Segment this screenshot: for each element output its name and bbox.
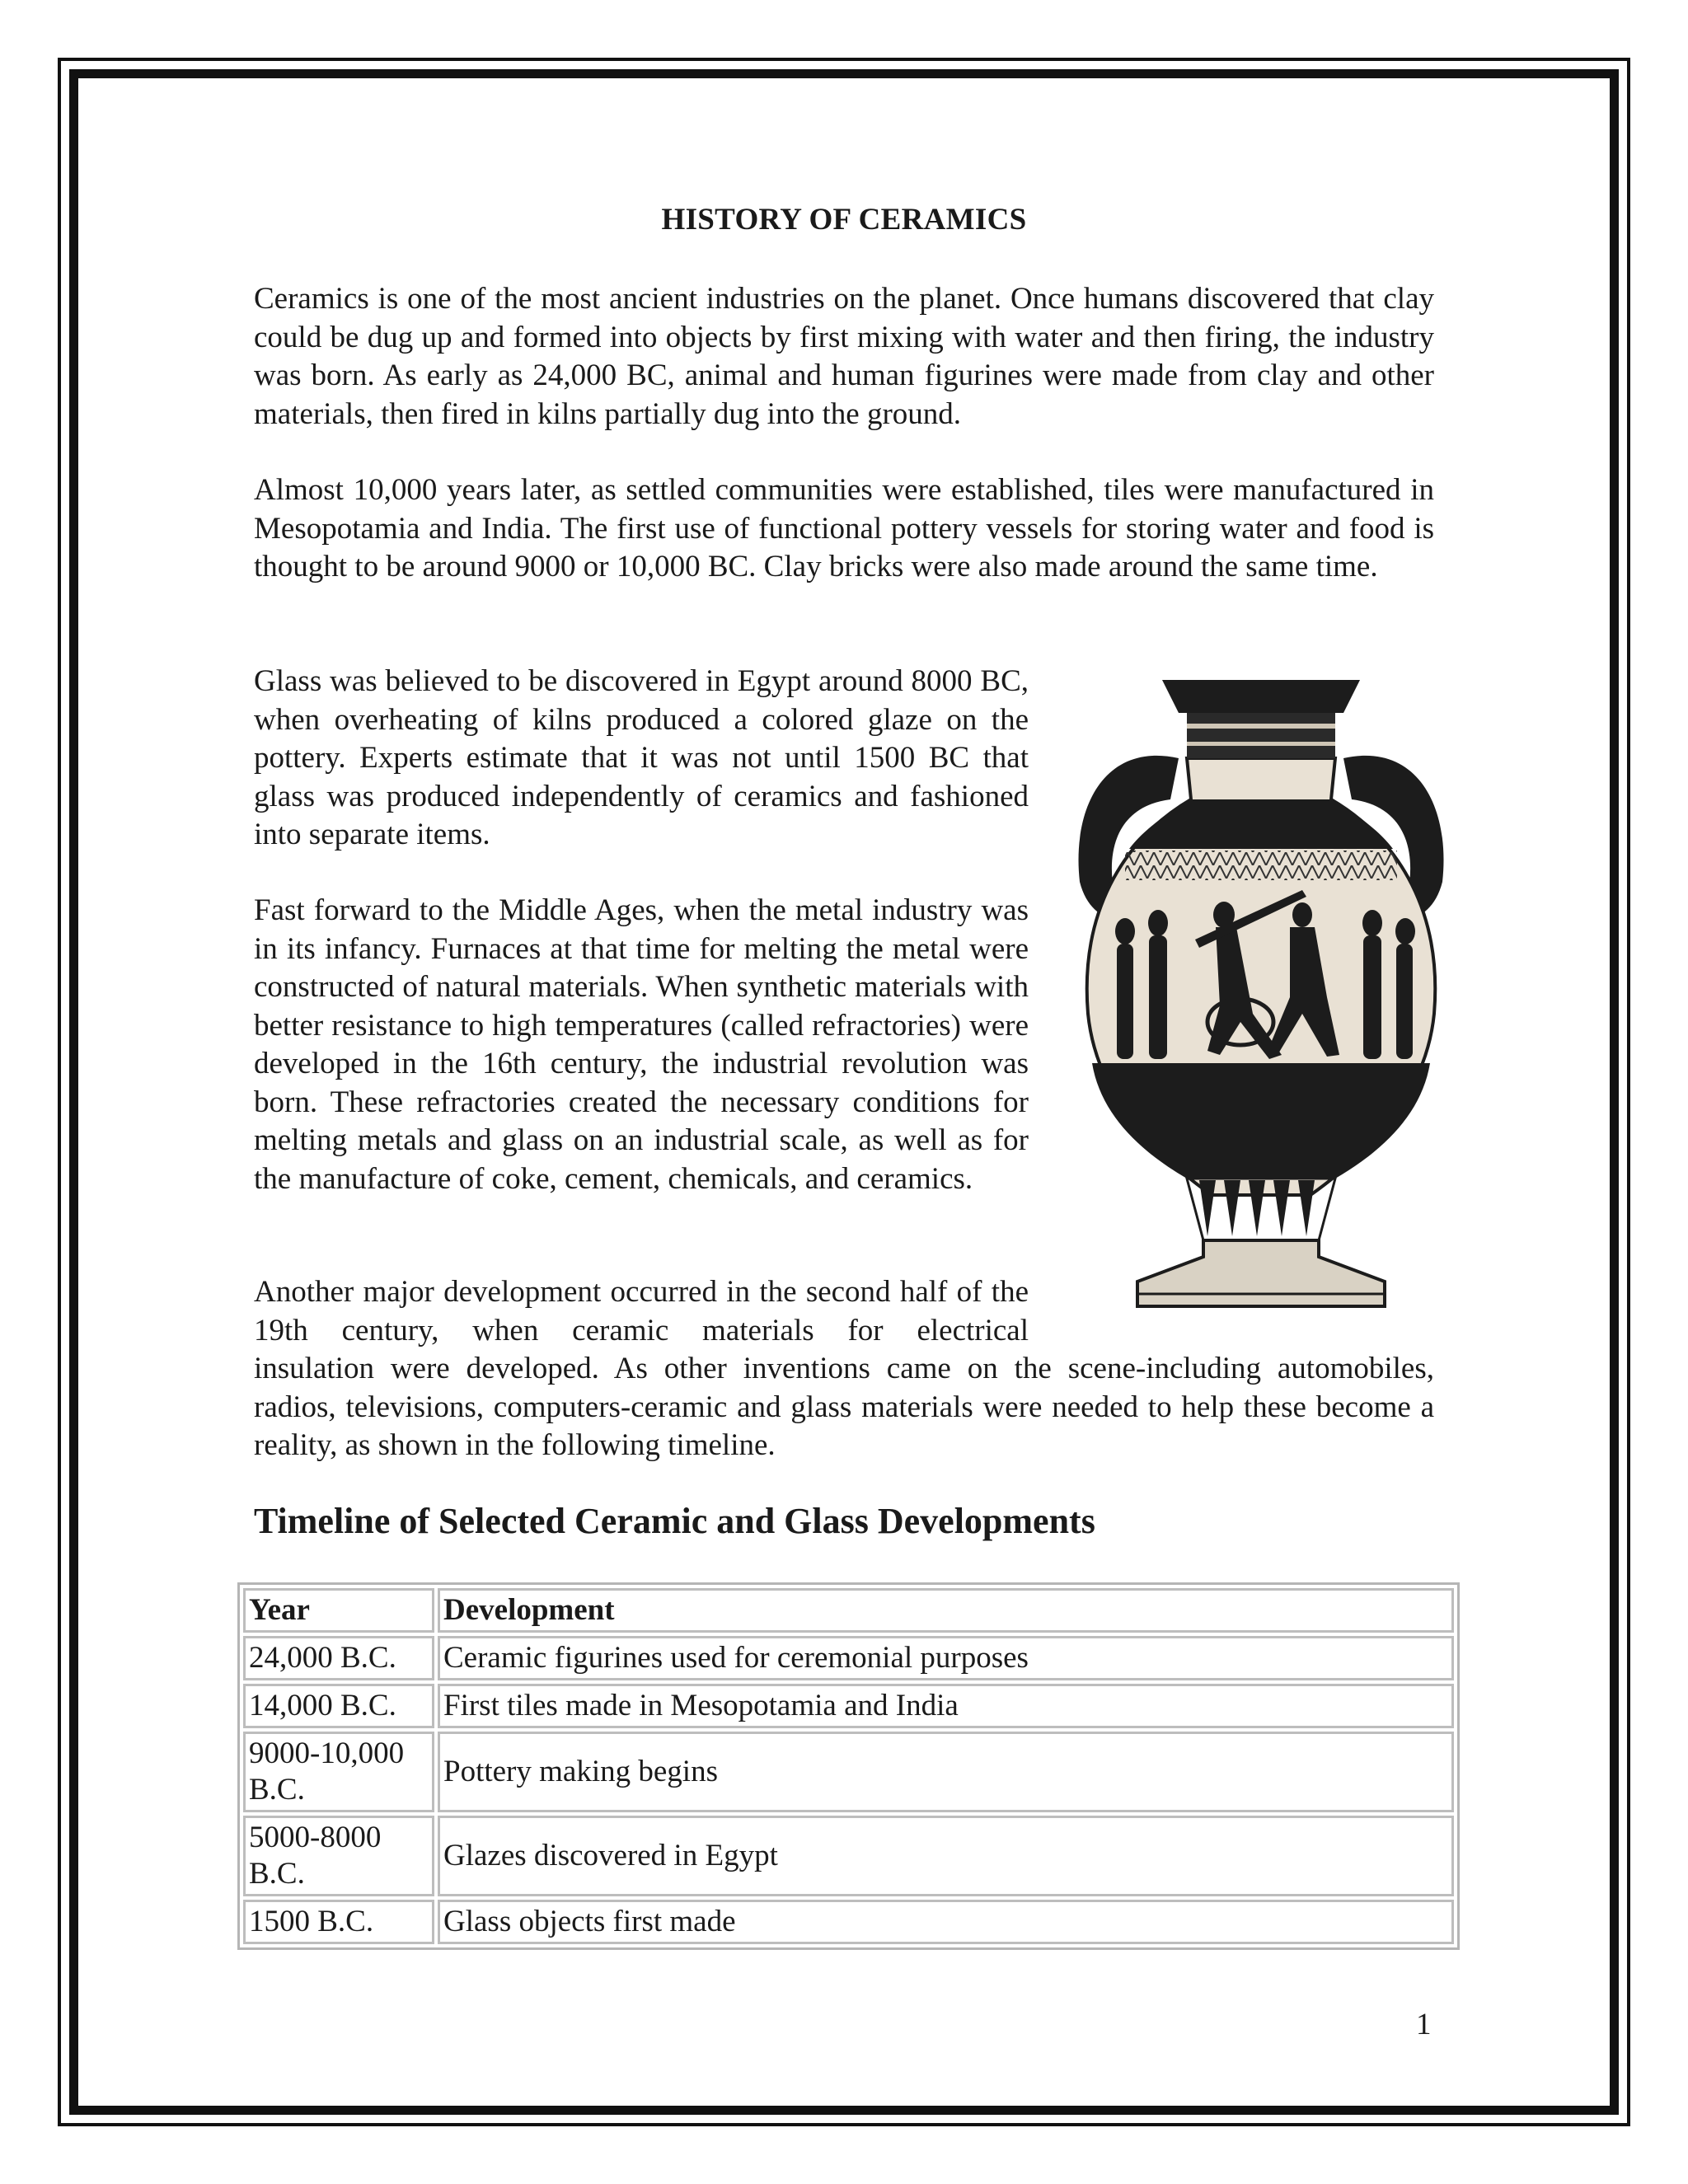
cell-development: Glazes discovered in Egypt: [438, 1816, 1454, 1896]
cell-year: 9000-10,000 B.C.: [243, 1732, 434, 1812]
header-year: Year: [243, 1588, 434, 1633]
paragraph-2: Almost 10,000 years later, as settled communities were established, tiles were manufactured in Mesopotamia and India. The first use of functional pottery vessels for storing water and food is thought to be around 9000 or 10,000 BC. Clay bricks were also made around the same time.: [254, 473, 1434, 583]
page-number: 1: [1416, 2008, 1432, 2041]
page-title: HISTORY OF CERAMICS: [661, 203, 1027, 237]
table-row: [243, 1816, 1454, 1896]
cell-year: 14,000 B.C.: [243, 1684, 434, 1728]
table-row: [243, 1636, 1454, 1680]
timeline-heading: Timeline of Selected Ceramic and Glass Developments: [254, 1501, 1095, 1541]
paragraph-5-end: insulation were developed. As other inventions came on the scene-including automobiles, radios, televisions, computers-ceramic and glass materials were needed to help these become a reality, as shown in the following timeline.: [254, 1352, 1434, 1462]
cell-year: 5000-8000 B.C.: [243, 1816, 434, 1896]
paragraph-4: Fast forward to the Middle Ages, when the metal industry was in its infancy. Furnaces at that time for melting the metal were constructed of natural materials. When synthetic materials with better resistance to high temperatures (called refractories) were developed in the 16th century, the industrial revolution was born. These refractories created the necessary conditions for melting metals and glass on an industrial scale, as well as for the manufacture of coke, cement, chemicals, and ceramics.: [254, 893, 1029, 1196]
table-row: [243, 1684, 1454, 1728]
amphora-illustration: [1055, 668, 1467, 1319]
paragraph-3: Glass was believed to be discovered in Egypt around 8000 BC, when overheating of kilns produced a colored glaze on the pottery. Experts estimate that it was not until 1500 BC that glass was produced independently of ceramics and fashioned into separate items.: [254, 664, 1029, 851]
header-development: Development: [438, 1588, 1454, 1633]
table-header-row: [243, 1588, 1454, 1633]
cell-development: Glass objects first made: [438, 1900, 1454, 1944]
cell-year: 24,000 B.C.: [243, 1636, 434, 1680]
timeline-table: [237, 1582, 1460, 1950]
cell-year: 1500 B.C.: [243, 1900, 434, 1944]
cell-development: Ceramic figurines used for ceremonial purposes: [438, 1636, 1454, 1680]
paragraph-5-start: Another major development occurred in the second half of the 19th century, when ceramic materials for electrical: [254, 1275, 1029, 1347]
cell-development: First tiles made in Mesopotamia and India: [438, 1684, 1454, 1728]
paragraph-1: Ceramics is one of the most ancient industries on the planet. Once humans discovered that clay could be dug up and formed into objects by first mixing with water and then firing, the industry was born. As early as 24,000 BC, animal and human figurines were made from clay and other materials, then fired in kilns partially dug into the ground.: [254, 282, 1434, 431]
cell-development: Pottery making begins: [438, 1732, 1454, 1812]
table-row: [243, 1900, 1454, 1944]
table-row: [243, 1732, 1454, 1812]
